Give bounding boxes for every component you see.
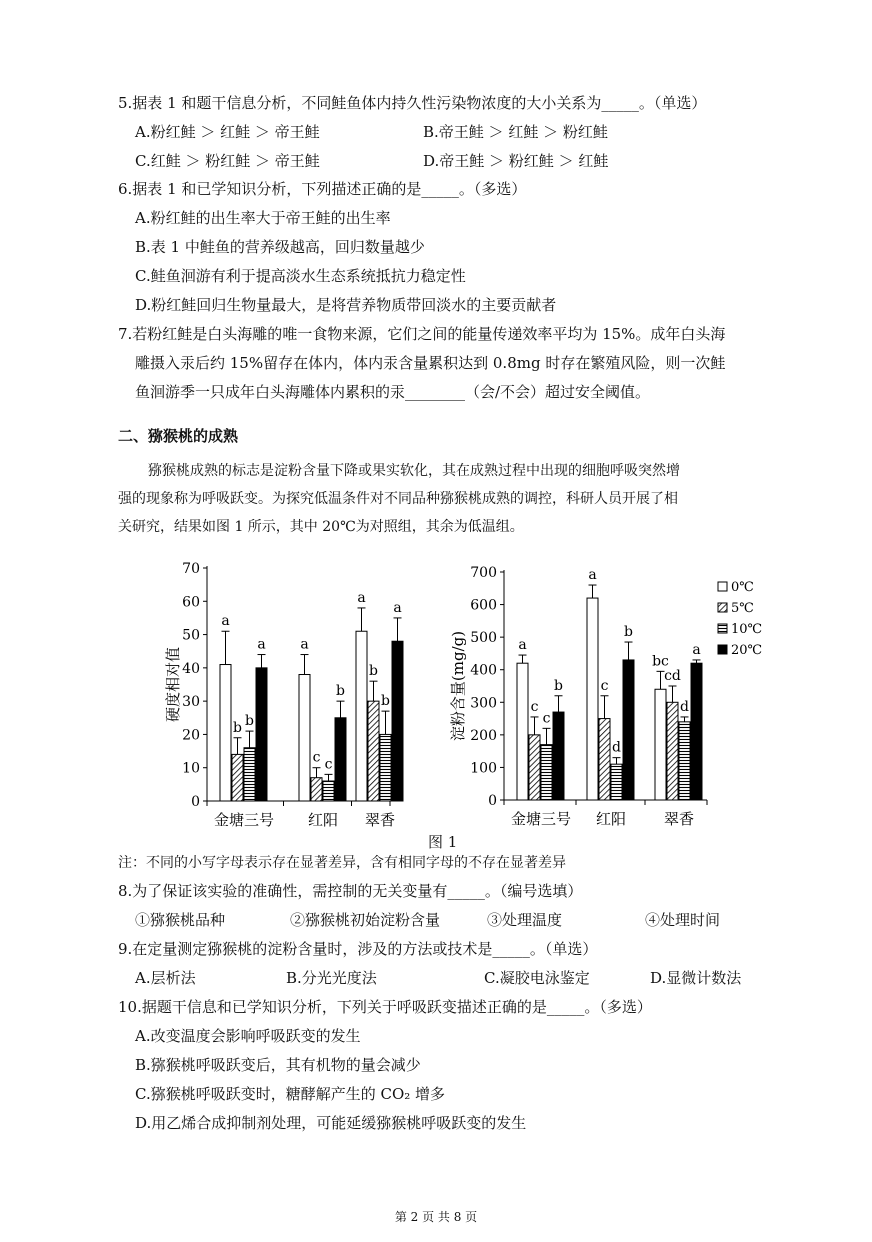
x-category-label: 翠香 <box>663 810 695 828</box>
q5-option-c: C.红鲑 ＞ 粉红鲑 ＞ 帝王鲑 <box>135 152 320 170</box>
significance-letter: a <box>257 636 266 653</box>
q5-option-a: A.粉红鲑 ＞ 红鲑 ＞ 帝王鲑 <box>135 123 320 141</box>
y-tick-label: 60 <box>182 594 200 611</box>
q8-option-1: ①猕猴桃品种 <box>135 911 226 929</box>
bar <box>392 641 403 801</box>
q9-stem: 9.在定量测定猕猴桃的淀粉含量时，涉及的方法或技术是_____。（单选） <box>118 940 598 958</box>
starch-chart <box>449 565 762 828</box>
y-tick-label: 30 <box>182 694 200 711</box>
q5-stem: 5.据表 1 和题干信息分析，不同鲑鱼体内持久性污染物浓度的大小关系为_____。（单选） <box>118 94 707 112</box>
q7-line-3: 鱼洄游季一只成年白头海雕体内累积的汞________（会/不会）超过安全阈值。 <box>135 383 651 401</box>
significance-letter: a <box>588 567 597 584</box>
q8-stem: 8.为了保证该实验的准确性，需控制的无关变量有_____。（编号选填） <box>118 882 583 900</box>
bar <box>553 712 564 800</box>
y-tick-label: 700 <box>470 565 497 581</box>
bar <box>335 718 346 801</box>
legend-label: 0℃ <box>731 580 754 595</box>
y-tick-label: 40 <box>182 660 200 677</box>
legend-label: 10℃ <box>731 622 763 637</box>
figure-note: 注：不同的小写字母表示存在显著差异，含有相同字母的不存在显著差异 <box>118 855 566 871</box>
bar <box>356 631 367 801</box>
significance-letter: b <box>233 719 242 736</box>
bar <box>380 734 391 801</box>
page-footer: 第 2 页 共 8 页 <box>394 1210 478 1224</box>
bar <box>517 663 528 800</box>
q6-option-d: D.粉红鲑回归生物量最大，是将营养物质带回淡水的主要贡献者 <box>135 296 557 314</box>
bar <box>599 719 610 800</box>
figure-caption: 图 1 <box>428 833 458 851</box>
intro-line-2: 强的现象称为呼吸跃变。为探究低温条件对不同品种猕猴桃成熟的调控，科研人员开展了相 <box>118 491 678 507</box>
y-tick-label: 100 <box>470 760 497 777</box>
significance-letter: c <box>600 677 609 694</box>
significance-letter: d <box>612 739 621 756</box>
section-title: 二、猕猴桃的成熟 <box>118 427 239 445</box>
bar <box>256 668 267 801</box>
significance-letter: b <box>369 663 378 680</box>
legend-swatch <box>718 603 727 612</box>
y-tick-label: 0 <box>191 794 200 810</box>
y-axis-label: 硬度相对值 <box>164 646 182 723</box>
legend-swatch <box>718 582 727 591</box>
q6-option-c: C.鲑鱼洄游有利于提高淡水生态系统抵抗力稳定性 <box>135 267 466 285</box>
significance-letter: a <box>692 641 701 658</box>
bar <box>587 598 598 800</box>
q10-option-a: A.改变温度会影响呼吸跃变的发生 <box>135 1027 361 1045</box>
significance-letter: c <box>530 698 539 715</box>
bar <box>323 781 334 801</box>
y-tick-label: 600 <box>470 597 497 614</box>
significance-letter: a <box>518 637 527 654</box>
q9-option-d: D.显微计数法 <box>650 969 742 987</box>
y-axis-label: 淀粉含量(mg/g) <box>449 630 467 742</box>
q10-stem: 10.据题干信息和已学知识分析，下列关于呼吸跃变描述正确的是_____。（多选） <box>118 998 652 1016</box>
q8-option-2: ②猕猴桃初始淀粉含量 <box>290 911 441 929</box>
significance-letter: a <box>357 589 366 606</box>
q10-option-c: C.猕猴桃呼吸跃变时，糖酵解产生的 CO₂ 增多 <box>135 1085 446 1103</box>
bar <box>667 702 678 800</box>
legend-label: 5℃ <box>731 601 754 616</box>
x-category-label: 红阳 <box>307 811 339 829</box>
bar <box>529 735 540 800</box>
q10-option-b: B.猕猴桃呼吸跃变后，其有机物的量会减少 <box>135 1056 421 1074</box>
x-category-label: 翠香 <box>364 811 396 829</box>
y-tick-label: 300 <box>470 695 497 712</box>
bar <box>611 764 622 800</box>
legend-swatch <box>718 645 727 654</box>
significance-letter: c <box>324 756 333 773</box>
hardness-chart <box>164 561 403 829</box>
intro-line-3: 关研究，结果如图 1 所示，其中 20℃为对照组，其余为低温组。 <box>118 519 524 535</box>
significance-letter: b <box>381 693 390 710</box>
q9-option-b: B.分光光度法 <box>286 969 377 987</box>
x-category-label: 金塘三号 <box>213 811 275 829</box>
significance-letter: b <box>336 683 345 700</box>
q8-option-3: ③处理温度 <box>487 911 563 929</box>
legend-label: 20℃ <box>731 643 763 658</box>
q7-line-2: 雕摄入汞后约 15%留存在体内，体内汞含量累积达到 0.8mg 时存在繁殖风险，则一次鲑 <box>135 354 726 372</box>
significance-letter: b <box>245 713 254 730</box>
y-tick-label: 0 <box>488 793 497 809</box>
significance-letter: b <box>554 677 563 694</box>
significance-letter: d <box>680 698 689 715</box>
significance-letter: cd <box>664 668 681 684</box>
significance-letter: a <box>300 636 309 653</box>
bar <box>623 660 634 800</box>
bar <box>220 665 231 801</box>
bar <box>691 663 702 800</box>
bar <box>679 722 690 800</box>
bar <box>299 675 310 801</box>
significance-letter: b <box>624 624 633 641</box>
figure-1 <box>0 555 872 845</box>
significance-letter: bc <box>652 653 669 670</box>
y-tick-label: 20 <box>182 727 200 744</box>
q9-option-c: C.凝胶电泳鉴定 <box>484 969 590 987</box>
x-category-label: 红阳 <box>595 810 627 828</box>
significance-letter: a <box>393 599 402 616</box>
q5-option-d: D.帝王鲑 ＞ 粉红鲑 ＞ 红鲑 <box>423 152 609 170</box>
bar <box>541 745 552 800</box>
y-tick-label: 70 <box>182 561 200 577</box>
q6-stem: 6.据表 1 和已学知识分析，下列描述正确的是_____。（多选） <box>118 180 527 198</box>
y-tick-label: 500 <box>470 630 497 647</box>
q10-option-d: D.用乙烯合成抑制剂处理，可能延缓猕猴桃呼吸跃变的发生 <box>135 1114 527 1132</box>
significance-letter: a <box>221 613 230 630</box>
q5-option-b: B.帝王鲑 ＞ 红鲑 ＞ 粉红鲑 <box>423 123 608 141</box>
y-tick-label: 200 <box>470 727 497 744</box>
bar <box>368 701 379 801</box>
q9-option-a: A.层析法 <box>135 969 196 987</box>
bar <box>232 754 243 801</box>
y-tick-label: 50 <box>182 627 200 644</box>
y-tick-label: 400 <box>470 662 497 679</box>
x-category-label: 金塘三号 <box>510 810 572 828</box>
q7-line-1: 7.若粉红鲑是白头海雕的唯一食物来源，它们之间的能量传递效率平均为 15%。成年白头海 <box>118 325 726 343</box>
bar <box>655 689 666 800</box>
legend-swatch <box>718 624 727 633</box>
q6-option-a: A.粉红鲑的出生率大于帝王鲑的出生率 <box>135 209 391 227</box>
q8-option-4: ④处理时间 <box>645 911 721 929</box>
intro-line-1: 猕猴桃成熟的标志是淀粉含量下降或果实软化，其在成熟过程中出现的细胞呼吸突然增 <box>148 463 680 479</box>
bar <box>311 778 322 801</box>
significance-letter: c <box>542 710 551 727</box>
q6-option-b: B.表 1 中鲑鱼的营养级越高，回归数量越少 <box>135 238 425 256</box>
significance-letter: c <box>312 749 321 766</box>
bar <box>244 748 255 801</box>
y-tick-label: 10 <box>182 760 200 777</box>
